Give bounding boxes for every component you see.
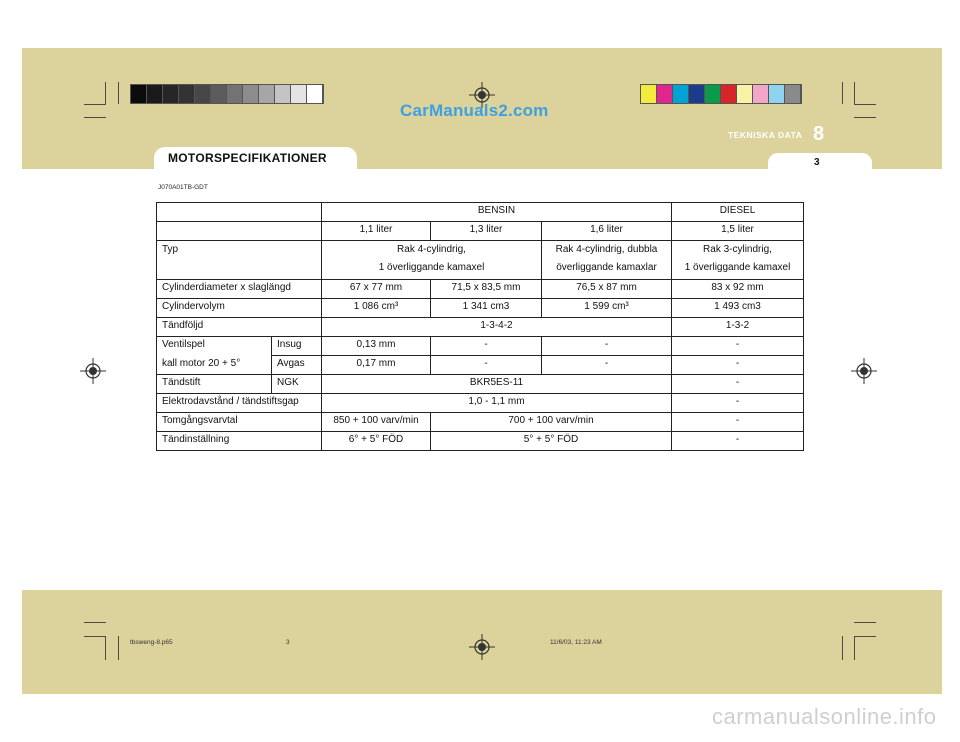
color-swatch	[641, 85, 657, 103]
table-cell: 71,5 x 83,5 mm	[431, 280, 542, 299]
color-swatch	[163, 85, 179, 103]
section-label: TEKNISKA DATA	[728, 130, 803, 140]
color-swatch	[673, 85, 689, 103]
table-cell: -	[672, 337, 804, 356]
crop-mark	[854, 636, 876, 637]
crop-mark	[854, 82, 855, 104]
table-cell: Cylinderdiameter x slaglängd	[157, 280, 322, 299]
document-code: J070A01TB-GDT	[158, 184, 208, 191]
color-bar	[640, 84, 802, 104]
table-cell: Tändstift	[157, 375, 272, 394]
table-cell	[672, 241, 804, 280]
page-title: MOTORSPECIFIKATIONER	[168, 151, 327, 165]
table-row	[157, 337, 804, 356]
watermark-bottom[interactable]: carmanualsonline.info	[712, 704, 937, 729]
table-cell: Elektrodavstånd / tändstiftsgap	[157, 394, 322, 413]
color-swatch	[737, 85, 753, 103]
table-cell: 1 493 cm3	[672, 299, 804, 318]
crop-mark	[84, 622, 106, 623]
color-swatch	[769, 85, 785, 103]
crop-mark	[84, 117, 106, 118]
cell-line: 1 överliggande kamaxel	[684, 262, 791, 273]
crop-mark	[842, 82, 843, 104]
color-swatch	[227, 85, 243, 103]
crop-mark	[854, 117, 876, 118]
crop-mark	[105, 82, 106, 104]
grayscale-bar	[130, 84, 324, 104]
registration-mark-icon	[469, 634, 495, 660]
cell-line: 1 överliggande kamaxel	[378, 262, 485, 273]
table-cell	[542, 241, 672, 280]
crop-mark	[105, 636, 106, 660]
table-row	[157, 375, 804, 394]
table-cell: 1-3-2	[672, 318, 804, 337]
color-swatch	[147, 85, 163, 103]
table-cell: Cylindervolym	[157, 299, 322, 318]
crop-mark	[84, 636, 106, 637]
color-swatch	[211, 85, 227, 103]
table-cell: -	[672, 375, 804, 394]
cell-line: Rak 4-cylindrig, dubbla	[555, 244, 658, 255]
table-cell: BKR5ES-11	[322, 375, 672, 394]
table-row	[157, 280, 804, 299]
table-cell	[157, 222, 322, 241]
page-tab	[768, 153, 872, 175]
color-swatch	[131, 85, 147, 103]
footer-page: 3	[286, 639, 290, 646]
color-swatch	[259, 85, 275, 103]
registration-mark-icon	[851, 358, 877, 384]
crop-mark	[118, 636, 119, 660]
crop-mark	[842, 636, 843, 660]
table-row	[157, 356, 804, 375]
crop-mark	[84, 104, 106, 105]
engine-spec-table	[156, 202, 804, 451]
color-swatch	[179, 85, 195, 103]
table-cell: 5° + 5° FÖD	[431, 432, 672, 451]
table-cell: -	[672, 413, 804, 432]
table-cell: 1,3 liter	[431, 222, 542, 241]
table-cell: 1 086 cm³	[322, 299, 431, 318]
table-cell: -	[431, 337, 542, 356]
table-cell: -	[431, 356, 542, 375]
table-cell: Tomgångsvarvtal	[157, 413, 322, 432]
color-swatch	[785, 85, 801, 103]
table-cell: -	[672, 394, 804, 413]
table-cell: kall motor 20 + 5°	[157, 356, 272, 375]
color-swatch	[657, 85, 673, 103]
color-swatch	[721, 85, 737, 103]
color-swatch	[705, 85, 721, 103]
table-cell: 0,17 mm	[322, 356, 431, 375]
table-cell: 1,6 liter	[542, 222, 672, 241]
table-cell: 1,0 - 1,1 mm	[322, 394, 672, 413]
table-row	[157, 203, 804, 222]
table-cell: 6° + 5° FÖD	[322, 432, 431, 451]
color-swatch	[195, 85, 211, 103]
crop-mark	[854, 636, 855, 660]
crop-mark	[854, 104, 876, 105]
table-cell: 700 + 100 varv/min	[431, 413, 672, 432]
table-cell: 1-3-4-2	[322, 318, 672, 337]
table-row	[157, 413, 804, 432]
crop-mark	[854, 622, 876, 623]
table-cell	[322, 241, 542, 280]
page-number: 3	[814, 157, 820, 168]
footer-datetime: 11/6/03, 11:23 AM	[550, 639, 602, 646]
table-cell: Tändföljd	[157, 318, 322, 337]
table-cell: 1 599 cm³	[542, 299, 672, 318]
table-cell: DIESEL	[672, 203, 804, 222]
table-cell: -	[542, 356, 672, 375]
color-swatch	[689, 85, 705, 103]
table-row	[157, 432, 804, 451]
table-row	[157, 318, 804, 337]
chapter-number: 8	[813, 123, 825, 145]
table-cell: Avgas	[272, 356, 322, 375]
table-cell: 1,5 liter	[672, 222, 804, 241]
table-cell: 1 341 cm3	[431, 299, 542, 318]
table-cell: 1,1 liter	[322, 222, 431, 241]
table-cell	[157, 203, 322, 222]
table-cell: -	[672, 356, 804, 375]
table-cell: 67 x 77 mm	[322, 280, 431, 299]
table-cell: -	[672, 432, 804, 451]
cell-line: överliggande kamaxlar	[556, 262, 657, 273]
table-cell: 0,13 mm	[322, 337, 431, 356]
table-cell: -	[542, 337, 672, 356]
table-cell: Tändinställning	[157, 432, 322, 451]
color-swatch	[243, 85, 259, 103]
table-cell: Ventilspel	[157, 337, 272, 356]
table-cell: Typ	[157, 241, 322, 280]
color-swatch	[753, 85, 769, 103]
table-row	[157, 241, 804, 280]
watermark-top[interactable]: CarManuals2.com	[400, 101, 549, 120]
cell-line: Rak 3-cylindrig,	[703, 244, 772, 255]
registration-mark-icon	[80, 358, 106, 384]
table-cell: Insug	[272, 337, 322, 356]
table-cell: BENSIN	[322, 203, 672, 222]
crop-mark	[118, 82, 119, 104]
table-row	[157, 222, 804, 241]
color-swatch	[307, 85, 323, 103]
table-row	[157, 394, 804, 413]
footer-file: tbsweng-8.p65	[130, 639, 173, 646]
table-cell: 83 x 92 mm	[672, 280, 804, 299]
table-row	[157, 299, 804, 318]
table-cell: 76,5 x 87 mm	[542, 280, 672, 299]
color-swatch	[291, 85, 307, 103]
cell-line: Rak 4-cylindrig,	[397, 244, 466, 255]
table-cell: NGK	[272, 375, 322, 394]
table-cell: 850 + 100 varv/min	[322, 413, 431, 432]
color-swatch	[275, 85, 291, 103]
